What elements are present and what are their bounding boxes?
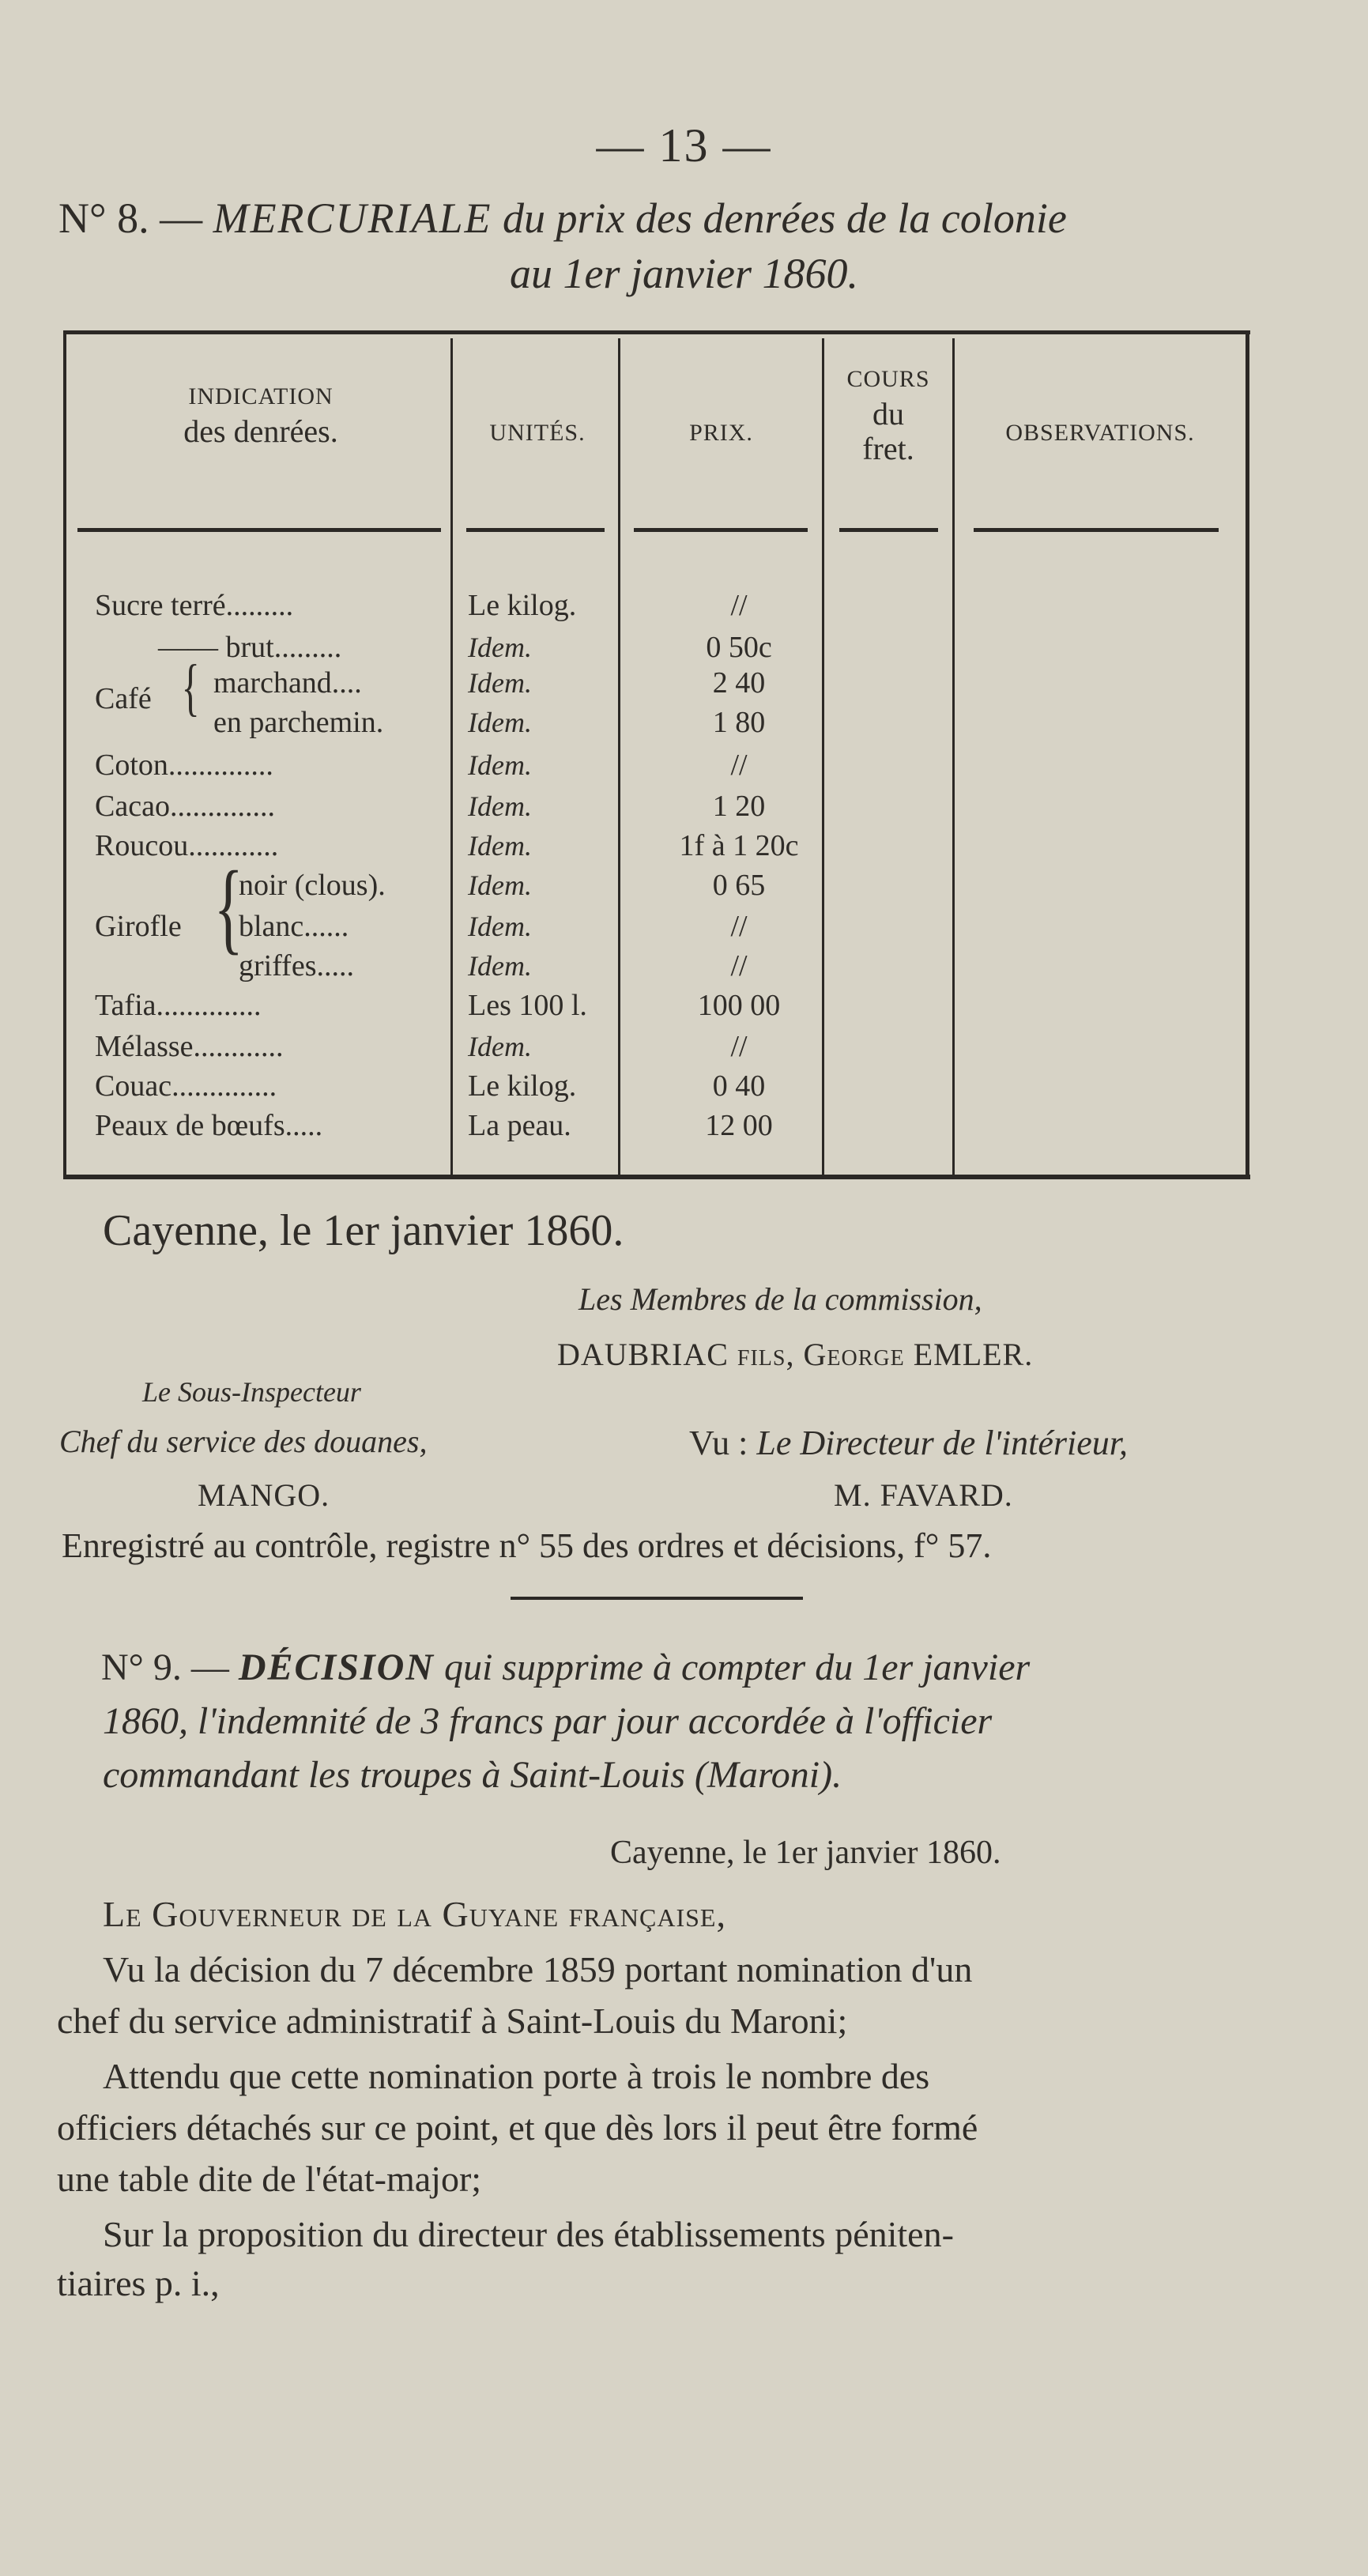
table-row-unit: Idem. <box>468 950 532 982</box>
table-row-unit: Idem. <box>468 830 532 862</box>
table-row-price: // <box>730 949 748 983</box>
item-8-subtitle-line1: du prix des denrées de la colonie <box>503 194 1067 242</box>
table-row-desc: noir (clous). <box>239 869 386 902</box>
table-row-unit: Idem. <box>468 707 532 738</box>
table-row-price: 100 00 <box>697 989 781 1022</box>
table-row-price: // <box>730 1030 748 1063</box>
group-label-girofle: Girofle <box>95 910 182 943</box>
item-8-title: MERCURIALE <box>213 194 492 242</box>
brace: { <box>213 850 243 964</box>
header-underline <box>839 528 938 532</box>
table-row-desc: Couac.............. <box>95 1069 277 1103</box>
item-9-paragraph: tiaires p. i., <box>57 2263 220 2303</box>
table-row-price: 2 40 <box>712 666 766 700</box>
table-row-desc: en parchemin. <box>213 706 384 739</box>
group-label-cafe: Café <box>95 682 152 715</box>
table-row-desc: marchand.... <box>213 666 362 700</box>
item-9-heading-line1 <box>101 1646 1030 1689</box>
header-underline <box>974 528 1219 532</box>
column-divider <box>952 338 955 1175</box>
table-row-unit: Idem. <box>468 869 532 901</box>
header-indication-line1: INDICATION <box>188 383 334 409</box>
members-label: Les Membres de la commission, <box>578 1281 982 1317</box>
table-row-price: 1 80 <box>712 706 766 739</box>
item-9-number: N° 9. — <box>101 1646 229 1688</box>
table-row-desc: —— brut......... <box>158 631 342 664</box>
item-9-heading-line2: 1860, l'indemnité de 3 francs par jour accordée à l'officier <box>103 1700 993 1742</box>
table-row-unit: Idem. <box>468 632 532 663</box>
header-cours-line1: COURS <box>846 366 930 392</box>
table-row-desc: Mélasse............ <box>95 1030 284 1063</box>
table-row-price: // <box>730 589 748 622</box>
cayenne-date: Cayenne, le 1er janvier 1860. <box>103 1206 624 1255</box>
header-underline <box>634 528 808 532</box>
item-9-heading-line3: commandant les troupes à Saint-Louis (Maroni). <box>103 1754 842 1796</box>
table-row-unit: Le kilog. <box>468 589 577 622</box>
item-9-date: Cayenne, le 1er janvier 1860. <box>610 1835 1001 1871</box>
signature-favard: M. FAVARD. <box>834 1477 1013 1513</box>
table-row-desc: Peaux de bœufs..... <box>95 1109 323 1142</box>
item-9-paragraph: Sur la proposition du directeur des établissements péniten- <box>103 2214 954 2254</box>
table-row-unit: Les 100 l. <box>468 989 587 1022</box>
table-row-unit: Idem. <box>468 667 532 699</box>
table-row-desc: Roucou............ <box>95 829 279 862</box>
item-9-paragraph: officiers détachés sur ce point, et que dès lors il peut être formé <box>57 2107 978 2148</box>
sous-inspecteur: Le Sous-Inspecteur <box>142 1376 361 1408</box>
table-row-unit: Le kilog. <box>468 1069 577 1103</box>
item-9-paragraph: Vu la décision du 7 décembre 1859 portant nomination d'un <box>103 1949 973 1990</box>
table-row-price: // <box>730 749 748 782</box>
header-cours <box>824 362 952 466</box>
item-9-paragraph: une table dite de l'état-major; <box>57 2159 482 2199</box>
item-9-gouverneur: Le Gouverneur de la Guyane française, <box>103 1894 726 1934</box>
item-9-paragraph: chef du service administratif à Saint-Louis du Maroni; <box>57 2001 848 2041</box>
table-row-desc: blanc...... <box>239 910 349 943</box>
page-number: — 13 — <box>596 119 772 172</box>
vu-label <box>689 1423 1128 1463</box>
header-prix: PRIX. <box>689 420 753 446</box>
chef-service: Chef du service des douanes, <box>59 1424 428 1459</box>
vu: Vu : <box>689 1424 748 1462</box>
table-row-desc: griffes..... <box>239 949 354 983</box>
item-8-subtitle-line2: au 1er janvier 1860. <box>510 250 858 297</box>
table-left-border <box>63 330 66 1179</box>
table-row-price: // <box>730 910 748 943</box>
separator-rule <box>511 1597 803 1600</box>
table-row-price: 1f à 1 20c <box>679 829 799 862</box>
table-row-desc: Sucre terré......... <box>95 589 294 622</box>
item-9-title: DÉCISION <box>238 1646 435 1688</box>
table-row-unit: La peau. <box>468 1109 571 1142</box>
item-9-heading-rest: qui supprime à compter du 1er janvier <box>443 1646 1031 1688</box>
enregistre-note: Enregistré au contrôle, registre n° 55 des ordres et décisions, f° 57. <box>62 1526 992 1565</box>
item-8-heading <box>58 194 1067 243</box>
mercuriale-table <box>63 330 1250 1181</box>
header-underline <box>466 528 605 532</box>
table-bottom-rule <box>63 1175 1250 1179</box>
table-row-desc: Coton.............. <box>95 749 273 782</box>
header-observations: OBSERVATIONS. <box>1005 420 1195 446</box>
header-indication-line2: des denrées. <box>183 413 338 449</box>
brace: { <box>181 653 200 722</box>
table-row-price: 0 50c <box>706 631 772 664</box>
table-right-border <box>1246 330 1249 1179</box>
header-unites: UNITÉS. <box>489 420 586 446</box>
header-underline <box>77 528 441 532</box>
signature-mango: MANGO. <box>198 1477 330 1513</box>
item-8-number: N° 8. — <box>58 194 203 242</box>
table-row-unit: Idem. <box>468 749 532 781</box>
table-row-price: 0 40 <box>712 1069 766 1103</box>
item-9-paragraph: Attendu que cette nomination porte à trois le nombre des <box>103 2056 930 2096</box>
members-names: DAUBRIAC fils, George EMLER. <box>557 1337 1034 1372</box>
table-row-price: 0 65 <box>712 869 766 902</box>
table-row-unit: Idem. <box>468 790 532 822</box>
header-cours-line3: fret. <box>862 431 914 466</box>
table-row-desc: Cacao.............. <box>95 790 275 823</box>
table-top-rule <box>63 330 1250 334</box>
header-cours-line2: du <box>872 396 904 432</box>
header-indication <box>79 379 443 449</box>
directeur: Le Directeur de l'intérieur, <box>756 1424 1129 1462</box>
table-row-price: 12 00 <box>705 1109 773 1142</box>
table-row-desc: Tafia.............. <box>95 989 262 1022</box>
table-row-price: 1 20 <box>712 790 766 823</box>
table-row-unit: Idem. <box>468 911 532 942</box>
table-row-unit: Idem. <box>468 1031 532 1062</box>
